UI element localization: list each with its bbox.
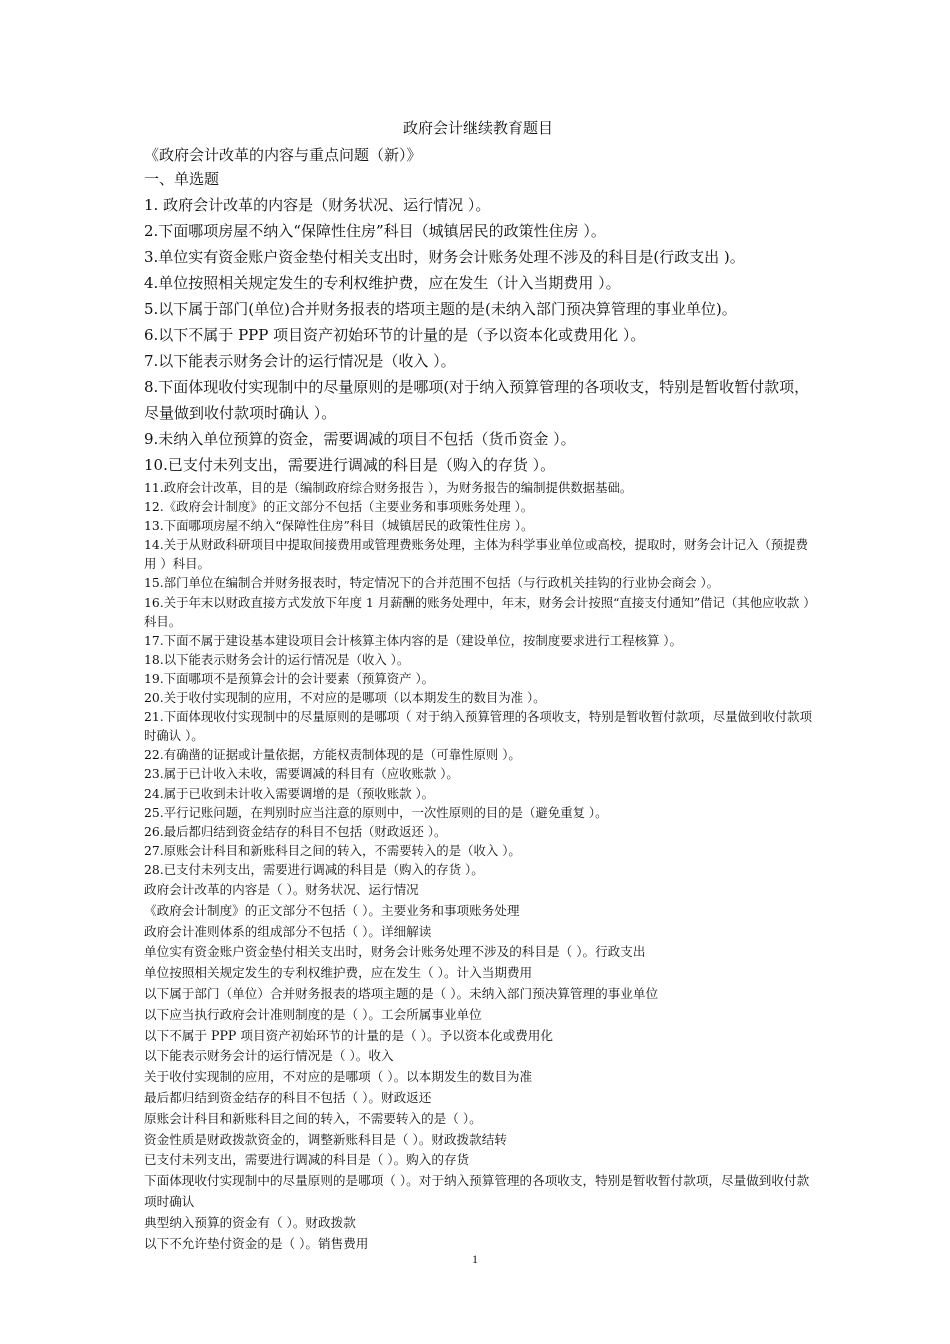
answer-item: 政府会计准则体系的组成部分不包括（ ）。详细解读 [144, 923, 432, 939]
question-item: 10.已支付未列支出，需要进行调减的科目是（购入的存货 ）。 [144, 456, 556, 474]
question-item: 5.以下属于部门(单位)合并财务报表的塔项主题的是(未纳入部门预决算管理的事业单位)。 [144, 300, 737, 318]
answer-item: 单位按照相关规定发生的专利权维护费，应在发生（ ）。计入当期费用 [144, 965, 533, 981]
answer-item: 原账会计科目和新账科目之间的转入，不需要转入的是（ ）。 [144, 1110, 482, 1126]
question-item: 2.下面哪项房屋不纳入“保障性住房”科目（城镇居民的政策性住房 ）。 [144, 222, 606, 240]
question-group-answers [144, 880, 812, 1254]
question-item: 18.以下能表示财务会计的运行情况是（收入 ）。 [144, 651, 410, 667]
question-item: 7.以下能表示财务会计的运行情况是（收入 ）。 [144, 352, 456, 370]
answer-item: 资金性质是财政拨款资金的，调整新账科目是（ ）。财政拨款结转 [144, 1131, 507, 1147]
question-group-large [144, 192, 812, 478]
question-item: 6.以下不属于 PPP 项目资产初始环节的计量的是（予以资本化或费用化 ）。 [144, 326, 646, 344]
answer-item: 以下不属于 PPP 项目资产初始环节的计量的是（ ）。予以资本化或费用化 [144, 1027, 553, 1043]
answer-item: 以下属于部门（单位）合并财务报表的塔项主题的是（ ）。未纳入部门预决算管理的事业单位 [144, 985, 659, 1001]
question-item: 4.单位按照相关规定发生的专利权维护费，应在发生（计入当期费用 ）。 [144, 274, 621, 292]
answer-item: 单位实有资金账户资金垫付相关支出时，财务会计账务处理不涉及的科目是（ ）。行政支出 [144, 944, 646, 960]
answer-item: 最后都归结到资金结存的科目不包括（ ）。财政返还 [144, 1089, 432, 1105]
question-item: 23.属于已计收入未收，需要调减的科目有（应收账款 ）。 [144, 766, 459, 782]
question-item: 15.部门单位在编制合并财务报表时，特定情况下的合并范围不包括（与行政机关挂钩的行业协会商会 ）。 [144, 575, 720, 591]
question-item: 8.下面体现收付实现制中的尽量原则的是哪项(对于纳入预算管理的各项收支，特别是暂收暂付款项，尽量做到收付款项时确认 ）。 [144, 378, 810, 422]
question-item: 22.有确凿的证据或计量依据，方能权责制体现的是（可靠性原则 ）。 [144, 747, 521, 763]
answer-item: 以下应当执行政府会计准则制度的是（ ）。工会所属事业单位 [144, 1006, 482, 1022]
section-heading: 一、单选题 [144, 170, 220, 188]
page-number: 1 [472, 1252, 478, 1266]
question-item: 27.原账会计科目和新账科目之间的转入，不需要转入的是（收入 ）。 [144, 842, 521, 858]
question-item: 14.关于从财政科研项目中提取间接费用或管理费账务处理，主体为科学事业单位或高校，提取时，财务会计记入（预提费用 ）科目。 [144, 537, 809, 572]
question-item: 16.关于年末以财政直接方式发放下年度 1 月薪酬的账务处理中，年末，财务会计按照“直接支付通知”借记（其他应收款 ）科目。 [144, 594, 810, 629]
answer-item: 下面体现收付实现制中的尽量原则的是哪项（ ）。对于纳入预算管理的各项收支，特别是暂收暂付款项，尽量做到收付款项时确认 [144, 1173, 810, 1209]
question-item: 12.《政府会计制度》的正文部分不包括（主要业务和事项账务处理 ）。 [144, 499, 534, 515]
question-item: 20.关于收付实现制的应用，不对应的是哪项（以本期发生的数目为准 ）。 [144, 690, 546, 706]
question-item: 19.下面哪项不是预算会计的会计要素（预算资产 ）。 [144, 670, 435, 686]
answer-item: 以下不允许垫付资金的是（ ）。销售费用 [144, 1235, 369, 1251]
question-item: 17.下面不属于建设基本建设项目会计核算主体内容的是（建设单位，按制度要求进行工程核算 ）。 [144, 632, 682, 648]
question-item: 1. 政府会计改革的内容是（财务状况、运行情况 ）。 [144, 196, 491, 214]
question-group-small [144, 478, 812, 879]
question-item: 11.政府会计改革，目的是（编制政府综合财务报告 ），为财务报告的编制提供数据基础。 [144, 480, 633, 495]
question-item: 3.单位实有资金账户资金垫付相关支出时，财务会计账务处理不涉及的科目是(行政支出 )。 [144, 248, 745, 266]
question-item: 13.下面哪项房屋不纳入“保障性住房”科目（城镇居民的政策性住房 ）。 [144, 518, 534, 534]
question-item: 9.未纳入单位预算的资金，需要调减的项目不包括（货币资金 ）。 [144, 430, 576, 448]
question-item: 25.平行记账问题，在判别时应当注意的原则中，一次性原则的目的是（避免重复 ）。 [144, 804, 608, 820]
document-subtitle: 《政府会计改革的内容与重点问题（新）》 [144, 146, 422, 164]
answer-item: 关于收付实现制的应用，不对应的是哪项（ ）。以本期发生的数目为准 [144, 1069, 533, 1085]
answer-item: 政府会计改革的内容是（ ）。财务状况、运行情况 [144, 881, 419, 897]
answer-item: 典型纳入预算的资金有（ ）。财政拨款 [144, 1214, 356, 1230]
question-item: 26.最后都归结到资金结存的科目不包括（财政返还 ）。 [144, 823, 447, 839]
document-title: 政府会计继续教育题目 [402, 119, 553, 137]
answer-item: 以下能表示财务会计的运行情况是（ ）。收入 [144, 1048, 394, 1064]
answer-item: 已支付未列支出，需要进行调减的科目是（ ）。购入的存货 [144, 1152, 470, 1168]
document-body [144, 118, 812, 1254]
question-item: 21.下面体现收付实现制中的尽量原则的是哪项（ 对于纳入预算管理的各项收支，特别是暂收暂付款项，尽量做到收付款项时确认 ）。 [144, 709, 812, 744]
question-item: 24.属于已收到未计收入需要调增的是（预收账款 ）。 [144, 785, 435, 801]
question-item: 28.已支付未列支出，需要进行调减的科目是（购入的存货 ）。 [144, 861, 484, 877]
answer-item: 《政府会计制度》的正文部分不包括（ ）。主要业务和事项账务处理 [144, 902, 520, 918]
